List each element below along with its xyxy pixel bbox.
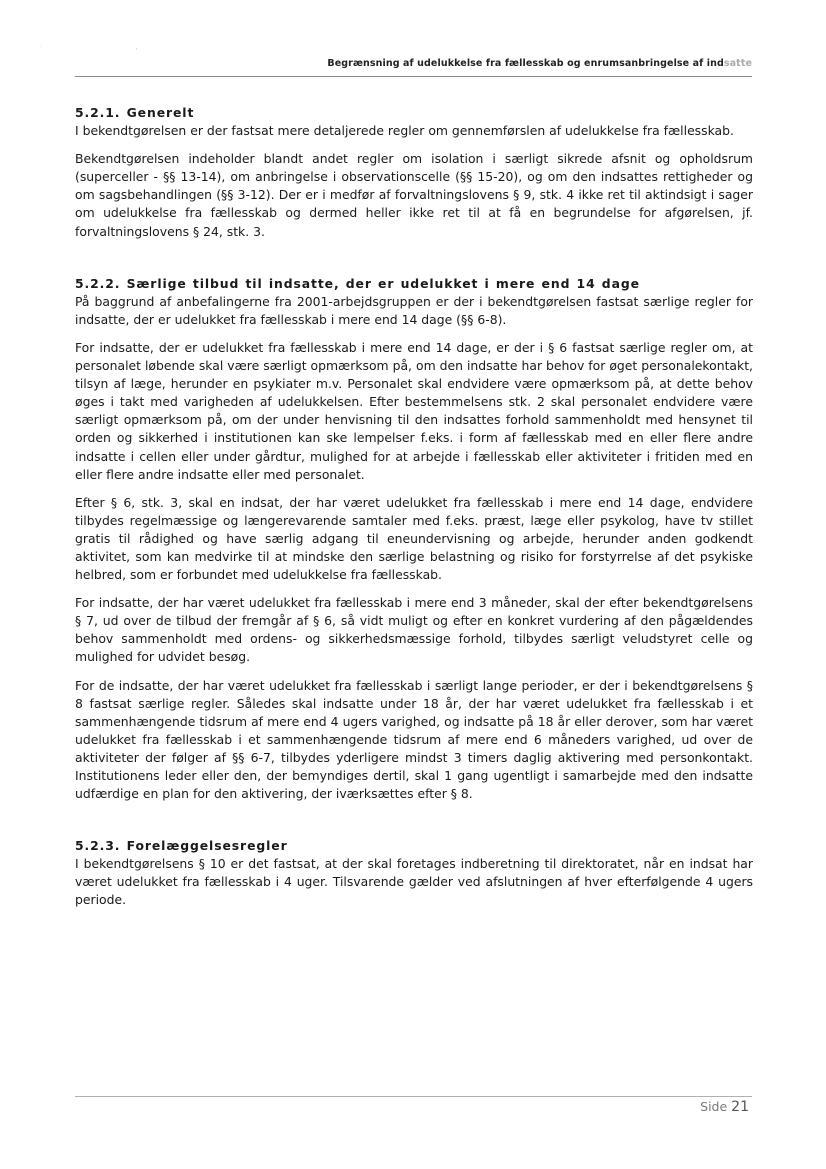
section-heading: 5.2.1. Generelt bbox=[75, 105, 195, 120]
paragraph: Bekendtgørelsen indeholder blandt andet regler om isolation i særligt sikrede afsnit og opholdsrum (superceller - §§ 13-14), om anbringelse i observationscelle (§§ 15-20), og om den indsattes rettigheder og om sagsbehandlingen (§§ 3-12). Der er i medfør af forvaltningslovens § 9, stk. 4 ikke ret til aktindsigt i sager om udelukkelse fra fællesskab og dermed heller ikke ret til at få en begrundelse for afgørelsen, jf. forvaltningslovens § 24, stk. 3. bbox=[75, 151, 753, 239]
page-label: Side bbox=[700, 1099, 728, 1114]
page-number bbox=[700, 1099, 749, 1115]
paragraph: På baggrund af anbefalingerne fra 2001-arbejdsgruppen er der i bekendtgørelsen fastsat særlige regler for indsatte, der er udelukket fra fællesskab i mere end 14 dage (§§ 6-8). bbox=[75, 293, 753, 327]
running-header bbox=[75, 58, 752, 69]
section-heading: 5.2.2. Særlige tilbud til indsatte, der er udelukket i mere end 14 dage bbox=[75, 275, 640, 291]
running-header-title-faded: satte bbox=[723, 58, 752, 69]
paragraph: Efter § 6, stk. 3, skal en indsat, der har været udelukket fra fællesskab i mere end 14 dage, endvidere tilbydes regelmæssige og længerevarende samtaler med f.eks. præst, læge eller psykolog, have tv stillet gratis til rådighed og have særlig adgang til eneundervisning og arbejde, herunder anden godkendt aktivitet, som kan medvirke til at mindske den særlige belastning og risiko for forstyrrelse af det psykiske helbred, som er forbundet med udelukkelse fra fællesskab. bbox=[75, 494, 753, 583]
paragraph: I bekendtgørelsen er der fastsat mere detaljerede regler om gennemførslen af udelukkelse fra fællesskab. bbox=[75, 123, 734, 139]
footer-rule bbox=[75, 1096, 752, 1097]
section-heading: 5.2.3. Forelæggelsesregler bbox=[75, 838, 288, 854]
document-body bbox=[75, 104, 753, 920]
paragraph: For de indsatte, der har været udelukket fra fællesskab i særligt lange perioder, er der i bekendtgørelsens § 8 fastsat særlige regler. Således skal indsatte under 18 år, der har været udelukket fra fællesskab i et sammenhængende tidsrum af mere end 4 ugers varighed, og indsatte på 18 år eller derover, som har været udelukket fra fællesskab i et sammenhængende tidsrum af mere end 6 måneders varighed, ud over de aktiviteter der følger af §§ 6-7, tilbydes yderligere mindst 3 timers daglig aktivering med personkontakt. Institutionens leder eller den, der bemyndiges dertil, skal 1 gang ugentligt i samarbejde med den indsatte udfærdige en plan for den aktivering, der iværksættes efter § 8. bbox=[75, 677, 753, 802]
section-generelt bbox=[75, 104, 753, 241]
page-number-value: 21 bbox=[731, 1099, 749, 1115]
header-rule bbox=[75, 76, 752, 77]
scan-specks: · , bbox=[40, 44, 138, 51]
running-header-title: Begrænsning af udelukkelse fra fællesskab og enrumsanbringelse af ind bbox=[327, 58, 724, 69]
paragraph: For indsatte, der er udelukket fra fællesskab i mere end 14 dage, er der i § 6 fastsat særlige regler om, at personalet løbende skal være særligt opmærksom på, om den indsatte har behov for øget personalekontakt, tilsyn af læge, herunder en psykiater m.v. Personalet skal endvidere være opmærksom på, at dette behov øges i takt med varigheden af udelukkelsen. Efter bestemmelsens stk. 2 skal personalet endvidere være særligt opmærksom på, om der under henvisning til den indsattes forhold sammenholdt med hensynet til orden og sikkerhed i institutionen kan ske lempelser f.eks. i form af fællesskab med en eller flere andre indsatte i cellen eller under gårdtur, mulighed for at arbejde i fællesskab eller aktiviteter i fritiden med en eller flere andre indsatte eller med personalet. bbox=[75, 339, 753, 482]
paragraph: For indsatte, der har været udelukket fra fællesskab i mere end 3 måneder, skal der efter bekendtgørelsens § 7, ud over de tilbud der fremgår af § 6, så vidt muligt og efter en konkret vurdering af den pågældendes behov sammenholdt med ordens- og sikkerhedsmæssige forhold, tilbydes særligt veludstyret celle og mulighed for udvidet besøg. bbox=[75, 595, 753, 665]
paragraph: I bekendtgørelsens § 10 er det fastsat, at der skal foretages indberetning til direktoratet, når en indsat har været udelukket fra fællesskab i 4 uger. Tilsvarende gælder ved afslutningen af hver efterfølgende 4 ugers periode. bbox=[75, 856, 753, 908]
section-saerlige-tilbud bbox=[75, 275, 753, 804]
section-forelaeggelsesregler bbox=[75, 837, 753, 909]
